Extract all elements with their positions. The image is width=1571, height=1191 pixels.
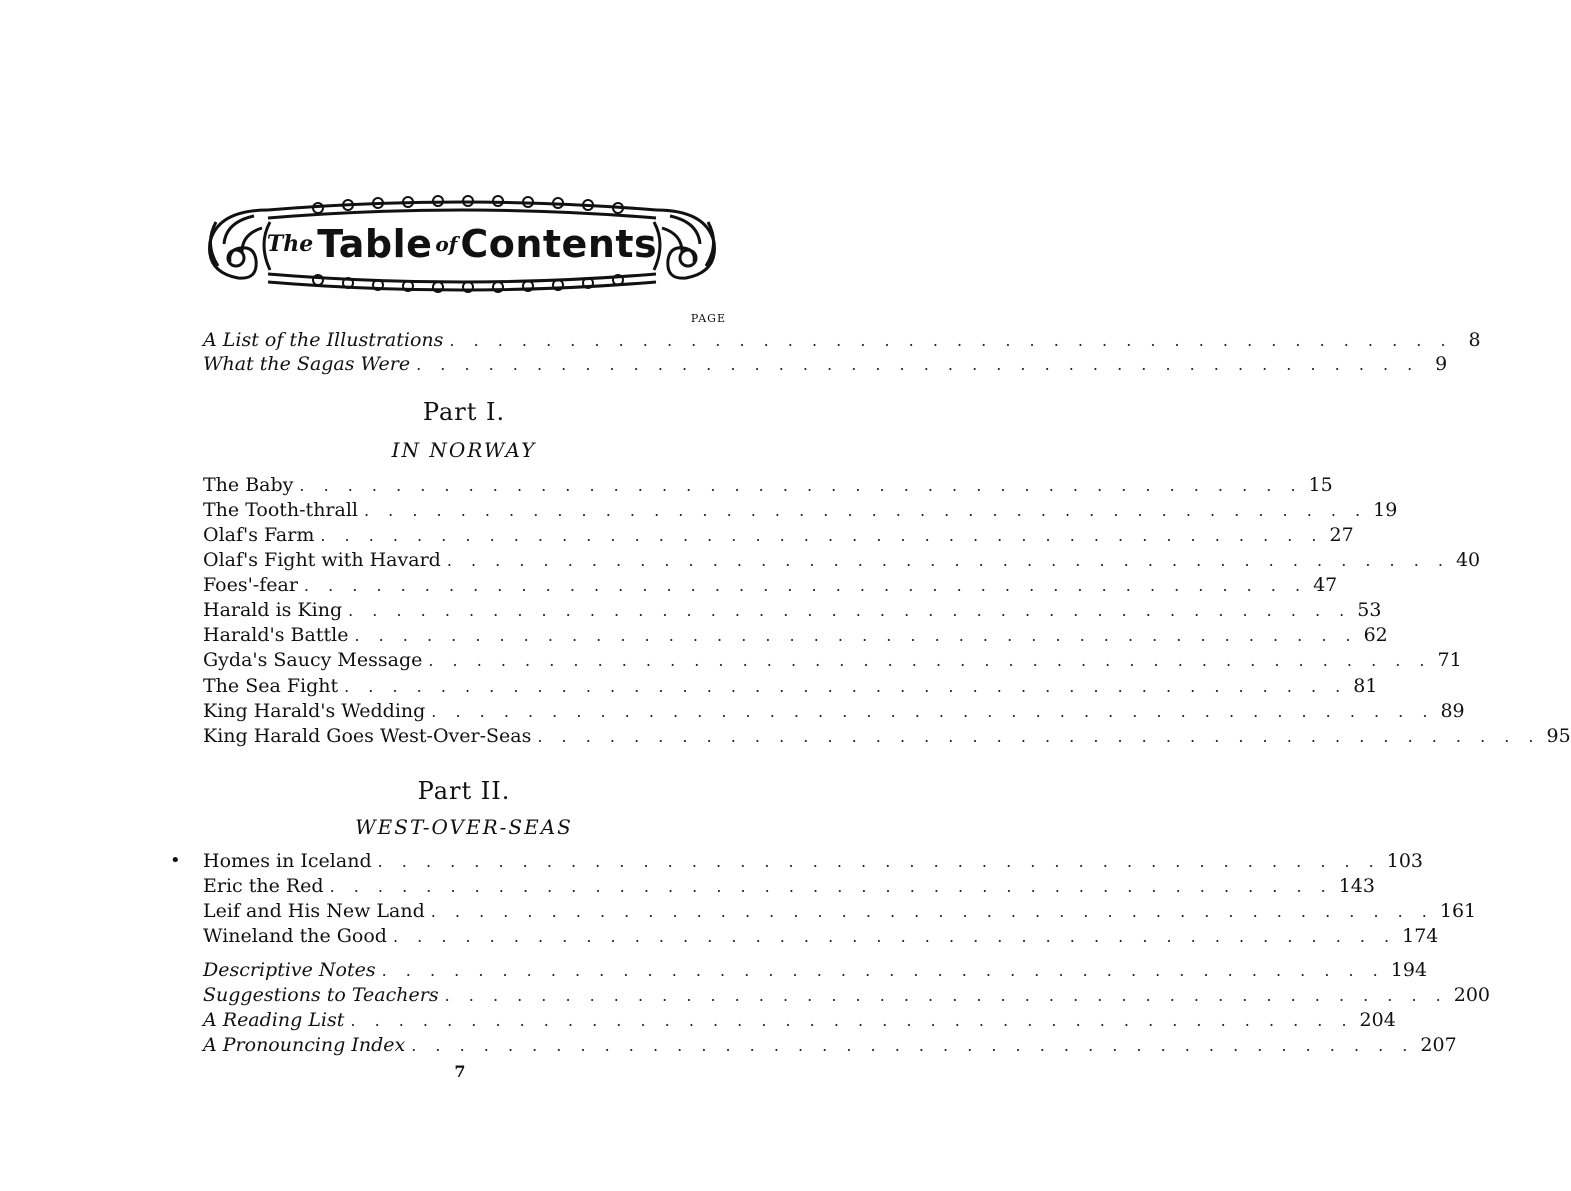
leader-dots: . . . . . . . . . . . . . . . . . . . . . . . . . . . . . . . . . . . . . . . . . . xyxy=(350,1011,1354,1030)
entry-title: Harald's Battle xyxy=(203,624,349,646)
leader-dots: . . . . . . . . . . . . . . . . . . . . . . . . . . . . . . . . . . . . . . . . . . xyxy=(416,355,1420,374)
leader-dots: . . . . . . . . . . . . . . . . . . . . . . . . . . . . . . . . . . . . . . . . . . xyxy=(329,877,1333,896)
toc-entry xyxy=(203,328,1481,352)
page-number: 7 xyxy=(454,1062,466,1081)
entry-page: 9 xyxy=(1435,353,1448,375)
entry-page: 103 xyxy=(1386,850,1424,872)
part-word: Part xyxy=(422,398,478,426)
banner-of: of xyxy=(435,232,458,256)
entry-page: 95 xyxy=(1546,725,1571,747)
toc-entry xyxy=(203,352,1448,376)
leader-dots: . . . . . . . . . . . . . . . . . . . . . . . . . . . . . . . . . . . . . . . . . . xyxy=(430,902,1434,921)
toc-entry xyxy=(203,573,1338,597)
entry-title: Harald is King xyxy=(203,599,343,621)
banner-contents: Contents xyxy=(460,222,658,266)
entry-page: 207 xyxy=(1420,1034,1457,1056)
entry-page: 89 xyxy=(1440,700,1465,722)
entry-page: 47 xyxy=(1313,574,1338,596)
toc-entry xyxy=(203,523,1354,547)
toc-entry xyxy=(203,623,1388,647)
toc-entry xyxy=(203,899,1477,923)
leader-dots: . . . . . . . . . . . . . . . . . . . . . . . . . . . . . . . . . . . . . . . . . . xyxy=(377,852,1381,871)
leader-dots: . . . . . . . . . . . . . . . . . . . . . . . . . . . . . . . . . . . . . . . . . . xyxy=(446,551,1450,570)
toc-entry xyxy=(203,874,1375,898)
entry-title: Gyda's Saucy Message xyxy=(203,649,423,671)
part-heading xyxy=(203,398,725,426)
entry-title: A List of the Illustrations xyxy=(203,329,444,351)
toc-entry xyxy=(203,674,1378,698)
entry-page: 81 xyxy=(1353,675,1378,697)
toc-entry xyxy=(203,1033,1457,1057)
entry-page: 15 xyxy=(1308,474,1333,496)
entry-page: 40 xyxy=(1455,549,1481,571)
entry-title: Foes'-fear xyxy=(203,574,298,596)
leader-dots: . . . . . . . . . . . . . . . . . . . . . . . . . . . . . . . . . . . . . . . . . . xyxy=(320,526,1324,545)
entry-title: Olaf's Fight with Havard xyxy=(203,549,441,571)
banner-title xyxy=(198,192,726,296)
leader-dots: . . . . . . . . . . . . . . . . . . . . . . . . . . . . . . . . . . . . . . . . . . xyxy=(344,677,1348,696)
part-subtitle: IN NORWAY xyxy=(391,438,537,462)
leader-dots: . . . . . . . . . . . . . . . . . . . . . . . . . . . . . . . . . . . . . . . . . . xyxy=(537,727,1541,746)
entry-page: 19 xyxy=(1373,499,1398,521)
leader-dots: . . . . . . . . . . . . . . . . . . . . . . . . . . . . . . . . . . . . . . . . . . xyxy=(449,331,1453,350)
entry-page: 27 xyxy=(1329,524,1354,546)
entry-title: The Baby xyxy=(203,474,294,496)
leader-dots: . . . . . . . . . . . . . . . . . . . . . . . . . . . . . . . . . . . . . . . . . . xyxy=(364,501,1368,520)
toc-entry xyxy=(203,648,1462,672)
toc-entry xyxy=(203,598,1382,622)
entry-title: What the Sagas Were xyxy=(203,353,411,375)
title-banner xyxy=(198,192,726,296)
entry-page: 204 xyxy=(1359,1009,1396,1031)
entry-title: Leif and His New Land xyxy=(203,900,425,922)
part-numeral: I. xyxy=(486,398,506,426)
entry-title: King Harald's Wedding xyxy=(203,700,426,722)
leader-dots: . . . . . . . . . . . . . . . . . . . . . . . . . . . . . . . . . . . . . . . . . . xyxy=(444,986,1448,1005)
entry-page: 71 xyxy=(1437,649,1462,671)
toc-entry xyxy=(203,548,1481,572)
entry-title: King Harald Goes West-Over-Seas xyxy=(203,725,532,747)
leader-dots: . . . . . . . . . . . . . . . . . . . . . . . . . . . . . . . . . . . . . . . . . . xyxy=(381,961,1385,980)
entry-title: The Tooth-thrall xyxy=(203,499,358,521)
part-heading xyxy=(203,777,725,805)
part-numeral: II. xyxy=(480,777,511,805)
entry-title: Descriptive Notes xyxy=(203,959,376,981)
entry-page: 174 xyxy=(1402,925,1439,947)
entry-title: A Pronouncing Index xyxy=(203,1034,406,1056)
entry-title: Homes in Iceland xyxy=(203,850,372,872)
toc-entry xyxy=(203,724,1571,748)
entry-page: 53 xyxy=(1357,599,1382,621)
leader-dots: . . . . . . . . . . . . . . . . . . . . . . . . . . . . . . . . . . . . . . . . . . xyxy=(348,601,1352,620)
entry-title: Wineland the Good xyxy=(203,925,387,947)
part-word: Part xyxy=(417,777,473,805)
entry-page: 200 xyxy=(1453,984,1490,1006)
entry-title: Olaf's Farm xyxy=(203,524,315,546)
banner-the: The xyxy=(266,231,314,257)
toc-entry xyxy=(203,849,1424,873)
toc-entry xyxy=(203,473,1333,497)
page-column-label: PAGE xyxy=(690,312,726,325)
part-subtitle: WEST-OVER-SEAS xyxy=(355,815,573,839)
entry-title: Eric the Red xyxy=(203,875,324,897)
leader-dots: . . . . . . . . . . . . . . . . . . . . . . . . . . . . . . . . . . . . . . . . . . xyxy=(431,702,1435,721)
leader-dots: . . . . . . . . . . . . . . . . . . . . . . . . . . . . . . . . . . . . . . . . . . xyxy=(428,651,1432,670)
leader-dots: . . . . . . . . . . . . . . . . . . . . . . . . . . . . . . . . . . . . . . . . . . xyxy=(392,927,1397,946)
toc-entry xyxy=(203,983,1490,1007)
entry-title: Suggestions to Teachers xyxy=(203,984,439,1006)
toc-entry xyxy=(203,924,1439,948)
banner-table: Table xyxy=(317,222,433,266)
entry-page: 62 xyxy=(1363,624,1388,646)
entry-title: The Sea Fight xyxy=(203,675,339,697)
leader-dots: . . . . . . . . . . . . . . . . . . . . . . . . . . . . . . . . . . . . . . . . . . xyxy=(299,476,1303,495)
toc-entry xyxy=(203,498,1398,522)
leader-dots: . . . . . . . . . . . . . . . . . . . . . . . . . . . . . . . . . . . . . . . . . . xyxy=(411,1036,1415,1055)
entry-page: 161 xyxy=(1439,900,1477,922)
toc-entry xyxy=(203,958,1428,982)
toc-entry xyxy=(203,1008,1396,1032)
entry-page: 143 xyxy=(1338,875,1375,897)
toc-entry xyxy=(203,699,1465,723)
leader-dots: . . . . . . . . . . . . . . . . . . . . . . . . . . . . . . . . . . . . . . . . . . xyxy=(354,626,1358,645)
entry-title: A Reading List xyxy=(203,1009,345,1031)
entry-page: 194 xyxy=(1390,959,1428,981)
leader-dots: . . . . . . . . . . . . . . . . . . . . . . . . . . . . . . . . . . . . . . . . . . xyxy=(303,576,1308,595)
entry-page: 8 xyxy=(1468,329,1481,351)
margin-bullet: • xyxy=(170,850,181,871)
